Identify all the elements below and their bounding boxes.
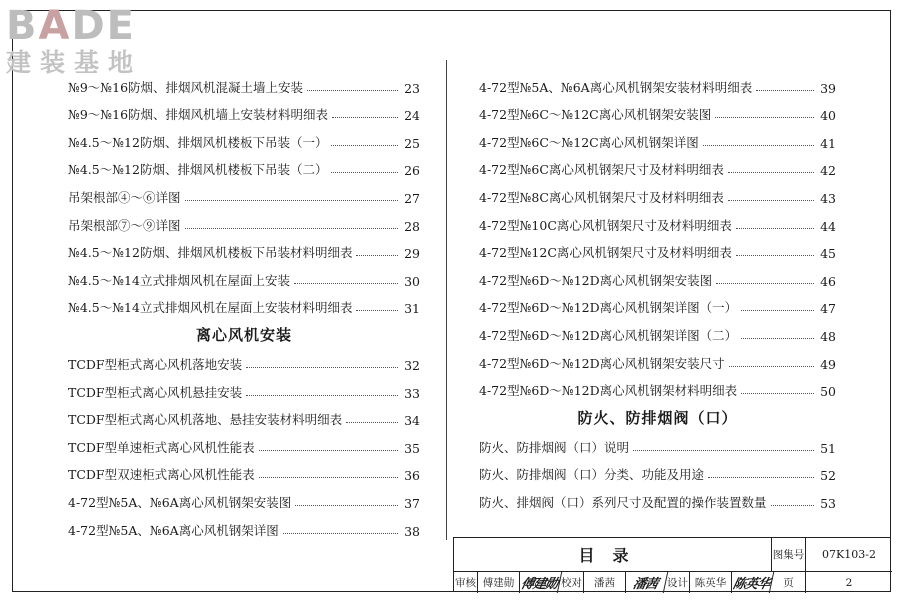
toc-leader-dots [331,145,398,146]
toc-leader-dots [259,477,398,478]
toc-entry-title: 吊架根部④～⑥详图 [68,189,181,205]
toc-entry-page: 44 [820,218,836,234]
design-label: 设计 [666,572,690,593]
toc-entry [68,289,420,317]
logo-subtitle: 建装基地 [6,48,143,77]
toc-entry [68,511,420,539]
toc-entry-page: 23 [404,80,420,96]
toc-leader-dots [771,505,814,506]
toc-entry [479,289,836,317]
toc-entry-title: TCDF型单速柜式离心风机性能表 [68,439,255,455]
toc-entry [68,428,420,456]
check-label: 校对 [560,572,584,593]
toc-entry [479,96,836,124]
check-name: 潘茜 [584,572,626,593]
toc-entry [479,178,836,206]
toc-entry-title: TCDF型柜式离心风机落地、悬挂安装材料明细表 [68,412,343,428]
toc-entry-page: 32 [404,357,420,373]
toc-entry [479,68,836,96]
toc-entry [479,234,836,262]
toc-entry-page: 41 [820,135,836,151]
toc-entry-title: 4-72型№6D～№12D离心风机钢架材料明细表 [479,383,738,399]
section-heading-centrifugal: 离心风机安装 [195,326,292,345]
toc-entry [479,428,836,456]
signature-row [454,572,892,593]
title-block [453,537,891,592]
toc-entry-page: 30 [404,273,420,289]
toc-entry [479,456,836,484]
toc-entry [68,373,420,401]
atlas-number-value: 07K103-2 [806,538,892,572]
toc-entry-page: 47 [820,301,836,317]
logo-letters: DE [71,3,136,49]
toc-entry [68,234,420,262]
toc-entry-page: 51 [820,440,836,456]
logo-letter-accent: A [38,3,72,49]
toc-entry-page: 40 [820,108,836,124]
toc-entry-title: 防火、防排烟阀（口）分类、功能及用途 [479,467,705,483]
toc-leader-dots [715,117,814,118]
toc-entry-title: 4-72型№6D～№12D离心风机钢架安装尺寸 [479,355,725,371]
toc-entry-title: №9～№16防烟、排烟风机混凝土墙上安装 [68,79,304,95]
toc-left-column [68,68,420,539]
toc-leader-dots [246,367,398,368]
toc-entry [479,261,836,289]
toc-entry-title: 4-72型№5A、№6A离心风机钢架安装材料明细表 [479,79,753,95]
toc-leader-dots [331,172,398,173]
toc-entry-page: 29 [404,246,420,262]
toc-entry-title: 4-72型№6D～№12D离心风机钢架详图（一） [479,300,738,316]
toc-entry-page: 45 [820,246,836,262]
toc-entry [68,483,420,511]
toc-entry-page: 27 [404,190,420,206]
toc-entry-page: 35 [404,440,420,456]
toc-entry-page: 49 [820,356,836,372]
logo-wordmark [6,4,176,48]
toc-entry-title: №4.5～№12防烟、排烟风机楼板下吊装（一） [68,134,328,150]
toc-leader-dots [756,90,814,91]
toc-leader-dots [185,200,398,201]
page-label: 页 [772,572,806,593]
toc-entry-title: 4-72型№6C离心风机钢架尺寸及材料明细表 [479,162,724,178]
toc-entry-title: №4.5～№12防烟、排烟风机楼板下吊装（二） [68,162,328,178]
toc-entry-title: TCDF型柜式离心风机悬挂安装 [68,384,243,400]
toc-entry [479,206,836,234]
toc-entry-page: 52 [820,468,836,484]
toc-entry [479,316,836,344]
toc-entry-page: 43 [820,190,836,206]
toc-entry-page: 24 [404,108,420,124]
toc-entry-page: 26 [404,163,420,179]
toc-entry-page: 28 [404,218,420,234]
toc-leader-dots [246,395,398,396]
toc-entry-page: 31 [404,301,420,317]
toc-leader-dots [736,228,814,229]
toc-entry [479,123,836,151]
toc-leader-dots [708,477,814,478]
toc-leader-dots [741,338,814,339]
toc-entry-title: №4.5～№14立式排烟风机在屋面上安装 [68,272,290,288]
toc-leader-dots [703,145,814,146]
toc-entry-page: 25 [404,135,420,151]
toc-entry-page: 33 [404,385,420,401]
atlas-number-label: 图集号 [772,538,806,572]
toc-entry-page: 50 [820,384,836,400]
toc-entry-page: 34 [404,413,420,429]
toc-leader-dots [728,200,814,201]
toc-entry [68,401,420,429]
toc-entry [479,151,836,179]
toc-leader-dots [294,283,398,284]
toc-entry [68,345,420,373]
toc-entry-page: 48 [820,328,836,344]
toc-entry [68,96,420,124]
toc-leader-dots [283,533,398,534]
toc-entry-title: 防火、排烟阀（口）系列尺寸及配置的操作装置数量 [479,494,767,510]
toc-leader-dots [356,255,398,256]
toc-leader-dots [307,90,398,91]
toc-entry [479,372,836,400]
toc-entry [68,151,420,179]
toc-entry-title: TCDF型柜式离心风机落地安装 [68,356,243,372]
toc-entry-title: 4-72型№10C离心风机钢架尺寸及材料明细表 [479,217,732,233]
toc-entry-page: 42 [820,163,836,179]
toc-leader-dots [729,366,814,367]
design-signature: 陈英华 [730,572,774,593]
toc-entry-title: №4.5～№14立式排烟风机在屋面上安装材料明细表 [68,300,353,316]
toc-leader-dots [346,422,398,423]
column-divider [446,60,447,540]
review-name: 傅建勋 [478,572,520,593]
toc-entry-page: 37 [404,495,420,511]
toc-entry-page: 39 [820,80,836,96]
toc-entry-title: 4-72型№12C离心风机钢架尺寸及材料明细表 [479,245,732,261]
toc-entry-title: №4.5～№12防烟、排烟风机楼板下吊装材料明细表 [68,245,353,261]
toc-leader-dots [356,310,398,311]
design-name: 陈英华 [690,572,732,593]
toc-leader-dots [741,393,814,394]
toc-leader-dots [716,283,814,284]
toc-entry [68,68,420,96]
toc-entry [68,178,420,206]
logo-letter: B [6,3,39,49]
toc-leader-dots [185,228,398,229]
toc-entry-title: 4-72型№6D～№12D离心风机钢架详图（二） [479,327,738,343]
title-block-title: 目录 [454,538,772,572]
toc-entry [479,344,836,372]
review-signature: 傅建勋 [518,572,562,593]
toc-entry-title: 4-72型№5A、№6A离心风机钢架安装图 [68,494,292,510]
toc-leader-dots [728,172,814,173]
toc-leader-dots [259,450,398,451]
toc-entry-title: 4-72型№6C～№12C离心风机钢架安装图 [479,107,712,123]
toc-leader-dots [736,255,814,256]
toc-entry [479,483,836,511]
toc-entry-page: 36 [404,468,420,484]
toc-entry-title: 4-72型№5A、№6A离心风机钢架详图 [68,522,279,538]
toc-entry-title: 4-72型№8C离心风机钢架尺寸及材料明细表 [479,189,724,205]
toc-entry-title: №9～№16防烟、排烟风机墙上安装材料明细表 [68,107,329,123]
toc-entry [68,123,420,151]
toc-entry [68,456,420,484]
section-heading-damper: 防火、防排烟阀（口） [577,409,738,428]
toc-entry-page: 53 [820,495,836,511]
review-label: 审核 [454,572,478,593]
toc-leader-dots [295,505,398,506]
toc-entry-title: 4-72型№6D～№12D离心风机钢架安装图 [479,272,713,288]
toc-right-column [479,68,836,511]
toc-entry [68,206,420,234]
toc-entry [68,261,420,289]
toc-entry-title: TCDF型双速柜式离心风机性能表 [68,467,255,483]
toc-leader-dots [332,117,398,118]
toc-entry-title: 4-72型№6C～№12C离心风机钢架详图 [479,134,699,150]
toc-leader-dots [633,450,814,451]
toc-entry-title: 防火、防排烟阀（口）说明 [479,439,630,455]
check-signature: 潘茜 [624,572,668,593]
toc-entry-page: 38 [404,523,420,539]
page-number-value: 2 [845,576,853,589]
toc-entry-title: 吊架根部⑦～⑨详图 [68,217,181,233]
toc-leader-dots [741,310,814,311]
toc-entry-page: 46 [820,273,836,289]
